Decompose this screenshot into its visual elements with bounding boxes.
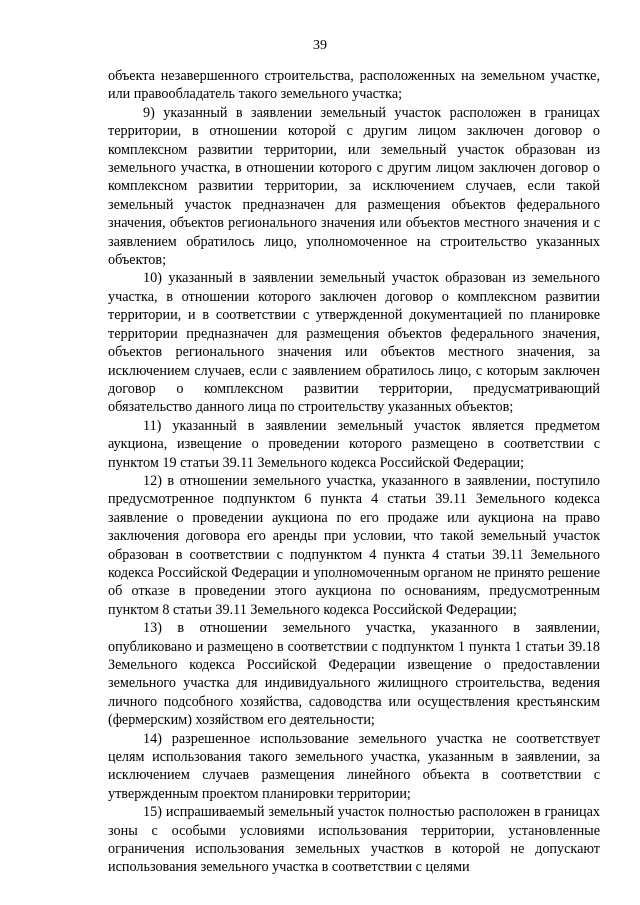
page-number: 39 [313, 38, 327, 53]
paragraph-item-14: 14) разрешенное использование земельного участка не соответствует целям использования такого земельного участка, указанным в заявлении, за исключением случаев размещения линейного объекта в соответствии с утвержденным проектом планировки территории; [108, 730, 600, 802]
paragraph-item-12: 12) в отношении земельного участка, указанного в заявлении, поступило предусмотренное подпунктом 6 пункта 4 статьи 39.11 Земельного кодекса заявление о проведении аукциона по его продаже или аукциона на право заключения договора его аренды при условии, что такой земельный участок образован в соответствии с подпунктом 4 пункта 4 статьи 39.11 Земельного кодекса Российской Федерации и уполномоченным органом не принято решение об отказе в проведении этого аукциона по основаниям, предусмотренным пунктом 8 статьи 39.11 Земельного кодекса Российской Федерации; [108, 472, 600, 618]
paragraph-item-11: 11) указанный в заявлении земельный участок является предметом аукциона, извещение о проведении которого размещено в соответствии с пунктом 19 статьи 39.11 Земельного кодекса Российской Федерации; [108, 417, 600, 471]
paragraph-continuation: объекта незавершенного строительства, расположенных на земельном участке, или правообладатель такого земельного участка; [108, 68, 600, 103]
paragraph-item-13: 13) в отношении земельного участка, указанного в заявлении, опубликовано и размещено в соответствии с подпунктом 1 пункта 1 статьи 39.18 Земельного кодекса Российской Федерации извещение о предоставлении земельного участка для индивидуального жилищного строительства, ведения личного подсобного хозяйства, садоводства или осуществления крестьянским (фермерским) хозяйством его деятельности; [108, 620, 600, 729]
paragraph-item-10: 10) указанный в заявлении земельный участок образован из земельного участка, в отношении которого заключен договор о комплексном развитии территории, и в соответствии с утвержденной документацией по планировке территории предназначен для размещения объектов федерального значения, объектов регионального значения или объектов местного значения, за исключением случаев, если с заявлением обратилось лицо, с которым заключен договор о комплексном развитии территории, предусматривающий обязательство данного лица по строительству указанных объектов; [108, 270, 600, 416]
document-body [108, 67, 600, 877]
paragraph-item-15: 15) испрашиваемый земельный участок полностью расположен в границах зоны с особыми условиями использования территории, установленные ограничения использования земельных участков в которой не допускают использования земельного участка в соответствии с целями [108, 804, 600, 876]
paragraph-item-9: 9) указанный в заявлении земельный участок расположен в границах территории, в отношении которой с другим лицом заключен договор о комплексном развитии территории, или земельный участок образован из земельного участка, в отношении которого с другим лицом заключен договор о комплексном развитии территории, за исключением случаев, если такой земельный участок предназначен для размещения объектов федерального значения, объектов регионального значения или объектов местного значения и с заявлением обратилось лицо, уполномоченное на строительство указанных объектов; [108, 104, 600, 269]
